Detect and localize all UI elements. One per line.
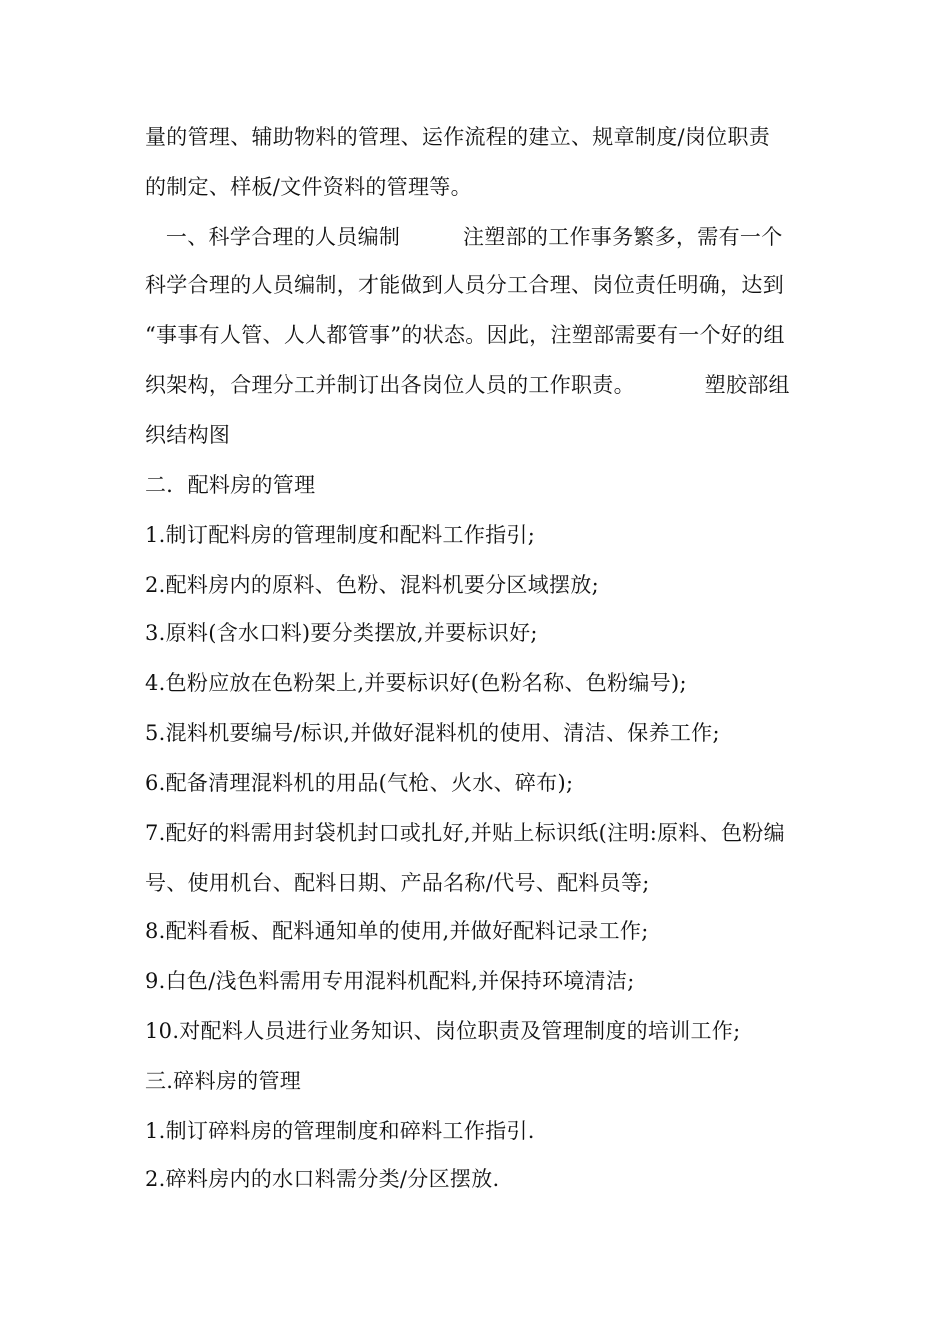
section-heading: 三.碎料房的管理 bbox=[145, 1069, 302, 1093]
text-line: 织架构，合理分工并制订出各岗位人员的工作职责。 塑胶部组 bbox=[145, 373, 790, 397]
section-heading: 一、科学合理的人员编制 注塑部的工作事务繁多，需有一个 bbox=[145, 225, 783, 249]
list-item: 9.白色/浅色料需用专用混料机配料,并保持环境清洁; bbox=[145, 969, 635, 993]
list-item: 6.配备清理混料机的用品(气枪、火水、碎布); bbox=[145, 771, 574, 795]
list-item: 3.原料(含水口料)要分类摆放,并要标识好; bbox=[145, 621, 538, 645]
list-item-continuation: 号、使用机台、配料日期、产品名称/代号、配料员等; bbox=[145, 871, 650, 895]
text-line: “事事有人管、人人都管事”的状态。因此，注塑部需要有一个好的组 bbox=[145, 323, 785, 347]
list-item: 4.色粉应放在色粉架上,并要标识好(色粉名称、色粉编号); bbox=[145, 671, 687, 695]
list-item: 7.配好的料需用封袋机封口或扎好,并贴上标识纸(注明:原料、色粉编 bbox=[145, 821, 785, 845]
list-item: 10.对配料人员进行业务知识、岗位职责及管理制度的培训工作; bbox=[145, 1019, 741, 1043]
text-line: 量的管理、辅助物料的管理、运作流程的建立、规章制度/岗位职责 bbox=[145, 125, 771, 149]
list-item: 2.碎料房内的水口料需分类/分区摆放. bbox=[145, 1167, 500, 1191]
list-item: 1.制订配料房的管理制度和配料工作指引; bbox=[145, 523, 536, 547]
list-item: 2.配料房内的原料、色粉、混料机要分区域摆放; bbox=[145, 573, 600, 597]
list-item: 1.制订碎料房的管理制度和碎料工作指引. bbox=[145, 1119, 535, 1143]
text-line: 的制定、样板/文件资料的管理等。 bbox=[145, 175, 472, 199]
text-line: 织结构图 bbox=[145, 423, 231, 447]
section-heading: 二．配料房的管理 bbox=[145, 473, 316, 497]
list-item: 8.配料看板、配料通知单的使用,并做好配料记录工作; bbox=[145, 919, 649, 943]
list-item: 5.混料机要编号/标识,并做好混料机的使用、清洁、保养工作; bbox=[145, 721, 720, 745]
text-line: 科学合理的人员编制，才能做到人员分工合理、岗位责任明确，达到 bbox=[145, 273, 784, 297]
